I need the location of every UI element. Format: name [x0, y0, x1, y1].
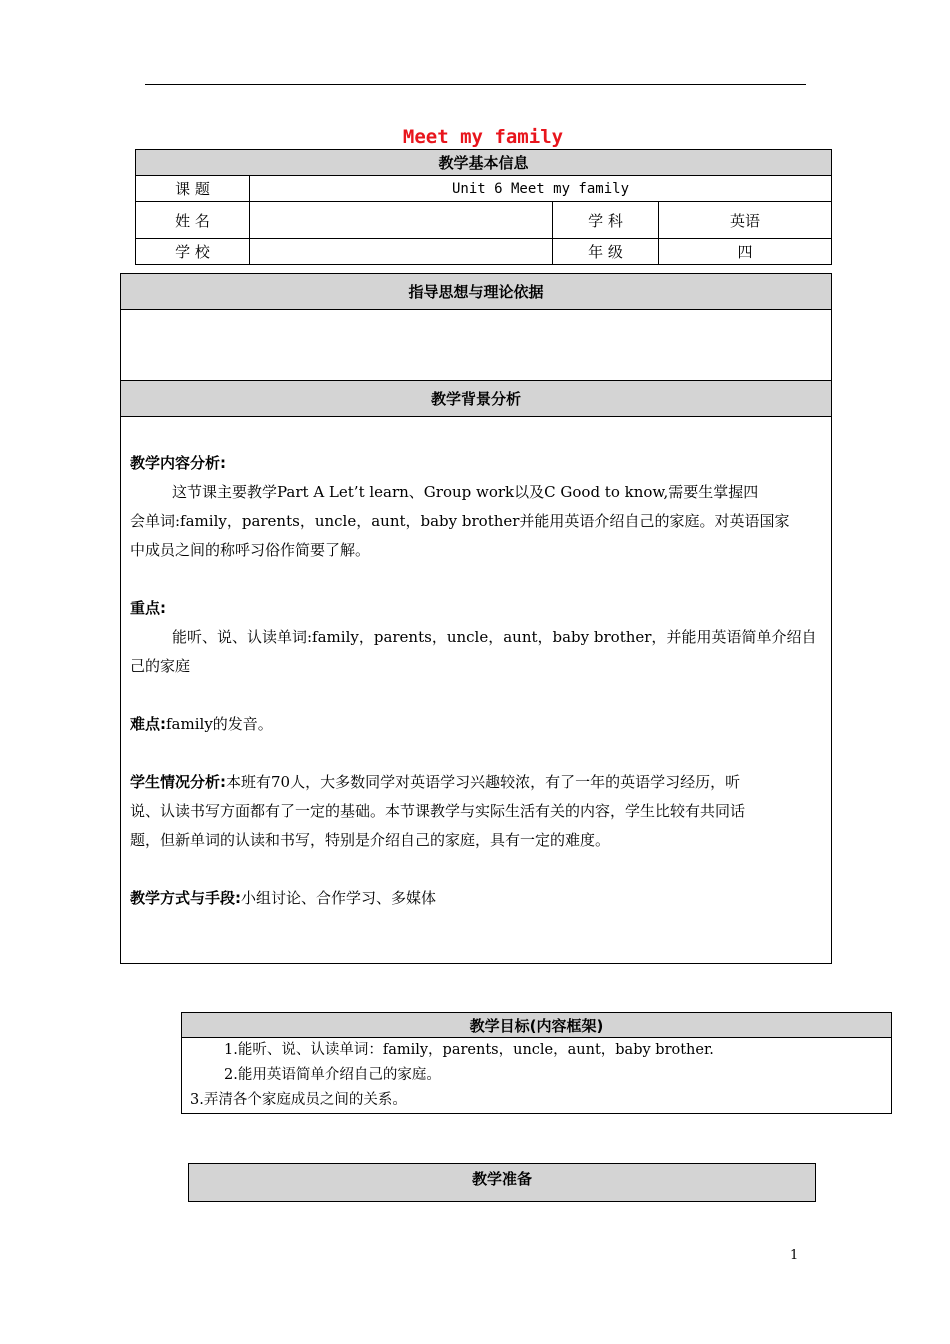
grade-value: 四 [659, 239, 832, 265]
guiding-header: 指导思想与理论依据 [121, 274, 832, 310]
preparation-header: 教学准备 [189, 1164, 816, 1202]
school-value [250, 239, 553, 265]
subject-value: 英语 [659, 202, 832, 239]
grade-label: 年 级 [553, 239, 659, 265]
subject-label: 学 科 [553, 202, 659, 239]
basic-info-header: 教学基本信息 [136, 150, 832, 176]
students-label: 学生情况分析: [130, 773, 226, 791]
content-analysis-label: 教学内容分析: [130, 454, 226, 472]
objective-item: 1.能听、说、认读单词：family，parents，uncle，aunt，baby brother. [224, 1042, 714, 1058]
key-points-label: 重点: [130, 599, 166, 617]
objectives-table [181, 1012, 892, 1114]
guiding-content [121, 310, 832, 381]
school-label: 学 校 [136, 239, 250, 265]
header-rule [145, 84, 806, 85]
key-points-line: 能听、说、认读单词:family，parents，uncle，aunt，baby brother，并能用英语简单介绍自 [172, 628, 817, 646]
name-label: 姓 名 [136, 202, 250, 239]
document-title: Meet my family [402, 126, 564, 148]
content-analysis-line: 会单词:family，parents，uncle，aunt，baby brother并能用英语介绍自己的家庭。对英语国家 [130, 512, 790, 530]
topic-value: Unit 6 Meet my family [250, 176, 832, 202]
students-line: 本班有70人，大多数同学对英语学习兴趣较浓，有了一年的英语学习经历，听 [226, 773, 741, 791]
objective-item: 3.弄清各个家庭成员之间的关系。 [190, 1092, 407, 1108]
name-value [250, 202, 553, 239]
basic-info-table [135, 149, 832, 265]
page-number: 1 [790, 1248, 799, 1263]
preparation-table [188, 1163, 816, 1202]
students-line: 说、认读书写方面都有了一定的基础。本节课教学与实际生活有关的内容，学生比较有共同话 [130, 802, 746, 820]
objectives-header: 教学目标(内容框架) [182, 1013, 892, 1038]
methods-label: 教学方式与手段: [130, 889, 241, 907]
background-content [121, 417, 832, 964]
objective-item: 2.能用英语简单介绍自己的家庭。 [224, 1067, 441, 1083]
background-header: 教学背景分析 [121, 381, 832, 417]
content-analysis-line: 这节课主要教学Part A Let’t learn、Group work以及C Good to know,需要生掌握四 [172, 483, 759, 501]
analysis-table [120, 273, 832, 964]
difficulty-text: family的发音。 [166, 715, 273, 733]
content-analysis-line: 中成员之间的称呼习俗作简要了解。 [130, 541, 371, 559]
methods-text: 小组讨论、合作学习、多媒体 [241, 889, 437, 907]
difficulty-label: 难点: [130, 715, 166, 733]
objectives-content [182, 1038, 892, 1114]
students-line: 题，但新单词的认读和书写，特别是介绍自己的家庭，具有一定的难度。 [130, 831, 611, 849]
topic-label: 课 题 [136, 176, 250, 202]
key-points-line: 己的家庭 [130, 657, 191, 675]
